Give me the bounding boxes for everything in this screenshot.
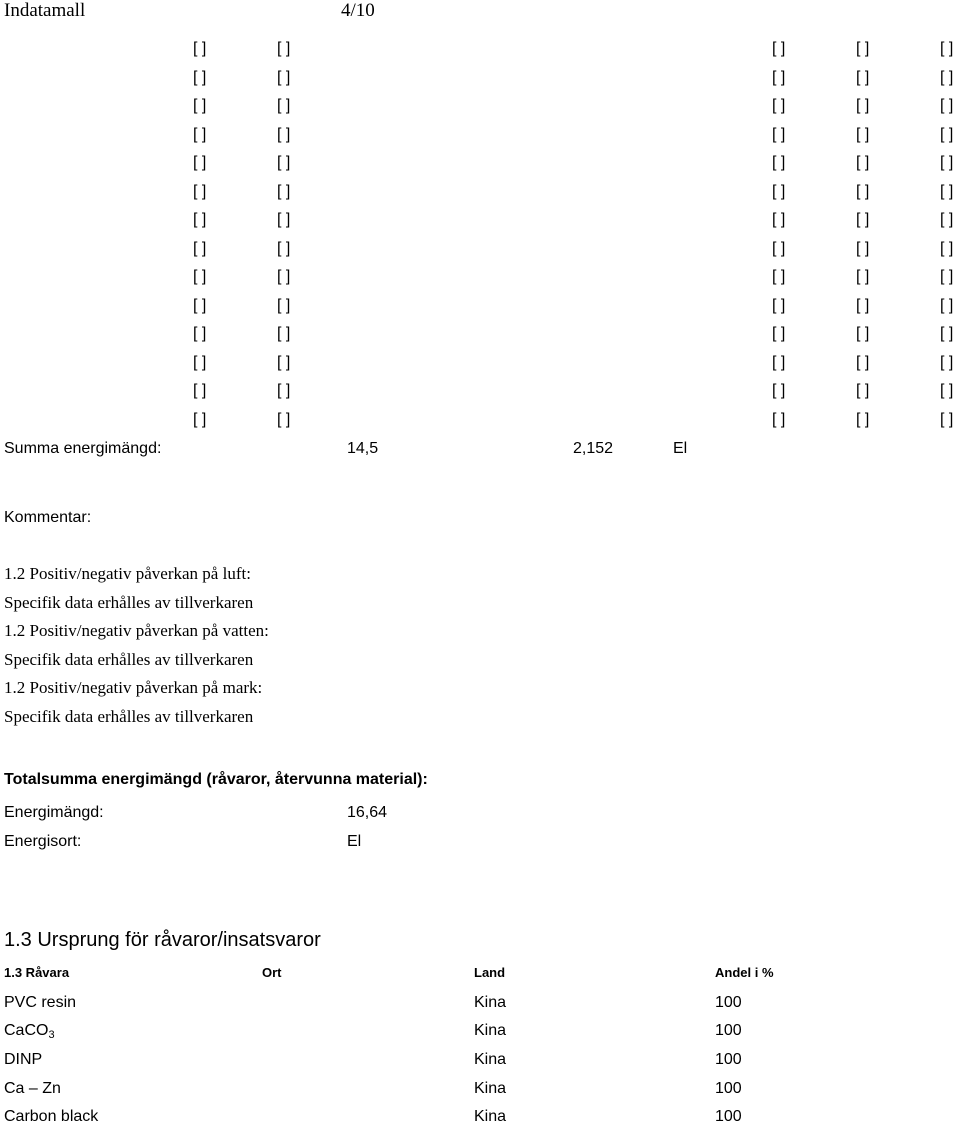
summa-value-2: 2,152 xyxy=(573,440,614,457)
checkbox[interactable]: [ ] xyxy=(277,183,291,200)
checkbox[interactable]: [ ] xyxy=(856,354,870,371)
impact-ground-text: Specifik data erhålles av tillverkaren xyxy=(4,707,254,726)
checkbox[interactable]: [ ] xyxy=(277,97,291,114)
checkbox[interactable]: [ ] xyxy=(856,411,870,428)
checkbox[interactable]: [ ] xyxy=(772,40,786,57)
checkbox[interactable]: [ ] xyxy=(277,211,291,228)
checkbox[interactable]: [ ] xyxy=(772,411,786,428)
row-land: Kina xyxy=(474,1080,507,1097)
checkbox[interactable]: [ ] xyxy=(940,126,954,143)
checkbox[interactable]: [ ] xyxy=(772,69,786,86)
energy-type-value: El xyxy=(347,833,362,850)
checkbox[interactable]: [ ] xyxy=(772,325,786,342)
row-material: CaCO$_3$ xyxy=(4,1022,55,1041)
checkbox[interactable]: [ ] xyxy=(193,240,207,257)
checkbox[interactable]: [ ] xyxy=(772,240,786,257)
column-header-ort: Ort xyxy=(262,965,282,980)
checkbox[interactable]: [ ] xyxy=(856,154,870,171)
checkbox[interactable]: [ ] xyxy=(772,126,786,143)
row-material: Ca – Zn xyxy=(4,1080,61,1097)
page-number: 4/10 xyxy=(341,0,375,21)
row-andel: 100 xyxy=(715,994,742,1011)
kommentar-label: Kommentar: xyxy=(4,509,92,526)
row-land: Kina xyxy=(474,1022,507,1039)
checkbox[interactable]: [ ] xyxy=(856,183,870,200)
summa-label: Summa energimängd: xyxy=(4,440,162,457)
checkbox[interactable]: [ ] xyxy=(856,211,870,228)
checkbox[interactable]: [ ] xyxy=(772,354,786,371)
checkbox[interactable]: [ ] xyxy=(277,325,291,342)
checkbox[interactable]: [ ] xyxy=(940,40,954,57)
totals-heading: Totalsumma energimängd (råvaror, återvunna material): xyxy=(4,771,428,788)
checkbox[interactable]: [ ] xyxy=(277,382,291,399)
row-andel: 100 xyxy=(715,1051,742,1068)
checkbox[interactable]: [ ] xyxy=(193,183,207,200)
checkbox[interactable]: [ ] xyxy=(193,211,207,228)
checkbox[interactable]: [ ] xyxy=(277,154,291,171)
checkbox[interactable]: [ ] xyxy=(193,40,207,57)
checkbox[interactable]: [ ] xyxy=(856,268,870,285)
checkbox[interactable]: [ ] xyxy=(193,69,207,86)
checkbox[interactable]: [ ] xyxy=(277,354,291,371)
summa-value-1: 14,5 xyxy=(347,440,379,457)
checkbox[interactable]: [ ] xyxy=(940,411,954,428)
checkbox[interactable]: [ ] xyxy=(772,211,786,228)
checkbox[interactable]: [ ] xyxy=(940,69,954,86)
checkbox[interactable]: [ ] xyxy=(193,354,207,371)
checkbox[interactable]: [ ] xyxy=(277,297,291,314)
checkbox[interactable]: [ ] xyxy=(856,97,870,114)
impact-water-heading: 1.2 Positiv/negativ påverkan på vatten: xyxy=(4,621,269,640)
energy-amount-label: Energimängd: xyxy=(4,804,104,821)
impact-ground-heading: 1.2 Positiv/negativ påverkan på mark: xyxy=(4,678,263,697)
checkbox[interactable]: [ ] xyxy=(856,126,870,143)
checkbox[interactable]: [ ] xyxy=(277,69,291,86)
checkbox[interactable]: [ ] xyxy=(940,297,954,314)
origin-heading: 1.3 Ursprung för råvaror/insatsvaror xyxy=(4,929,321,951)
checkbox[interactable]: [ ] xyxy=(856,382,870,399)
impact-air-heading: 1.2 Positiv/negativ påverkan på luft: xyxy=(4,564,251,583)
checkbox[interactable]: [ ] xyxy=(277,40,291,57)
checkbox[interactable]: [ ] xyxy=(193,382,207,399)
checkbox[interactable]: [ ] xyxy=(772,297,786,314)
checkbox[interactable]: [ ] xyxy=(940,211,954,228)
checkbox[interactable]: [ ] xyxy=(193,325,207,342)
checkbox[interactable]: [ ] xyxy=(940,240,954,257)
column-header-andel: Andel i % xyxy=(715,965,774,980)
checkbox[interactable]: [ ] xyxy=(193,154,207,171)
checkbox[interactable]: [ ] xyxy=(772,97,786,114)
impact-air-text: Specifik data erhålles av tillverkaren xyxy=(4,593,254,612)
impact-water-text: Specifik data erhålles av tillverkaren xyxy=(4,650,254,669)
energy-type-label: Energisort: xyxy=(4,833,82,850)
checkbox[interactable]: [ ] xyxy=(772,382,786,399)
checkbox[interactable]: [ ] xyxy=(940,354,954,371)
row-land: Kina xyxy=(474,1051,507,1068)
checkbox[interactable]: [ ] xyxy=(193,297,207,314)
checkbox[interactable]: [ ] xyxy=(940,325,954,342)
checkbox[interactable]: [ ] xyxy=(193,268,207,285)
checkbox[interactable]: [ ] xyxy=(772,154,786,171)
document-title: Indatamall xyxy=(4,0,86,21)
checkbox[interactable]: [ ] xyxy=(277,240,291,257)
checkbox[interactable]: [ ] xyxy=(772,268,786,285)
checkbox[interactable]: [ ] xyxy=(193,411,207,428)
checkbox[interactable]: [ ] xyxy=(856,69,870,86)
row-andel: 100 xyxy=(715,1108,742,1125)
checkbox[interactable]: [ ] xyxy=(940,154,954,171)
column-header-material: 1.3 Råvara xyxy=(4,965,70,980)
row-material: PVC resin xyxy=(4,994,77,1011)
row-land: Kina xyxy=(474,994,507,1011)
checkbox[interactable]: [ ] xyxy=(940,97,954,114)
checkbox[interactable]: [ ] xyxy=(277,268,291,285)
row-andel: 100 xyxy=(715,1022,742,1039)
checkbox[interactable]: [ ] xyxy=(856,240,870,257)
checkbox[interactable]: [ ] xyxy=(277,411,291,428)
checkbox[interactable]: [ ] xyxy=(940,382,954,399)
checkbox[interactable]: [ ] xyxy=(277,126,291,143)
checkbox[interactable]: [ ] xyxy=(193,97,207,114)
summa-energy-type: El xyxy=(673,440,688,457)
checkbox[interactable]: [ ] xyxy=(856,40,870,57)
row-land: Kina xyxy=(474,1108,507,1125)
checkbox[interactable]: [ ] xyxy=(856,325,870,342)
checkbox[interactable]: [ ] xyxy=(940,183,954,200)
checkbox[interactable]: [ ] xyxy=(940,268,954,285)
row-andel: 100 xyxy=(715,1080,742,1097)
row-material: Carbon black xyxy=(4,1108,99,1125)
row-material: DINP xyxy=(4,1051,43,1068)
checkbox[interactable]: [ ] xyxy=(856,297,870,314)
energy-amount-value: 16,64 xyxy=(347,804,388,821)
checkbox[interactable]: [ ] xyxy=(772,183,786,200)
checkbox[interactable]: [ ] xyxy=(193,126,207,143)
column-header-land: Land xyxy=(474,965,506,980)
